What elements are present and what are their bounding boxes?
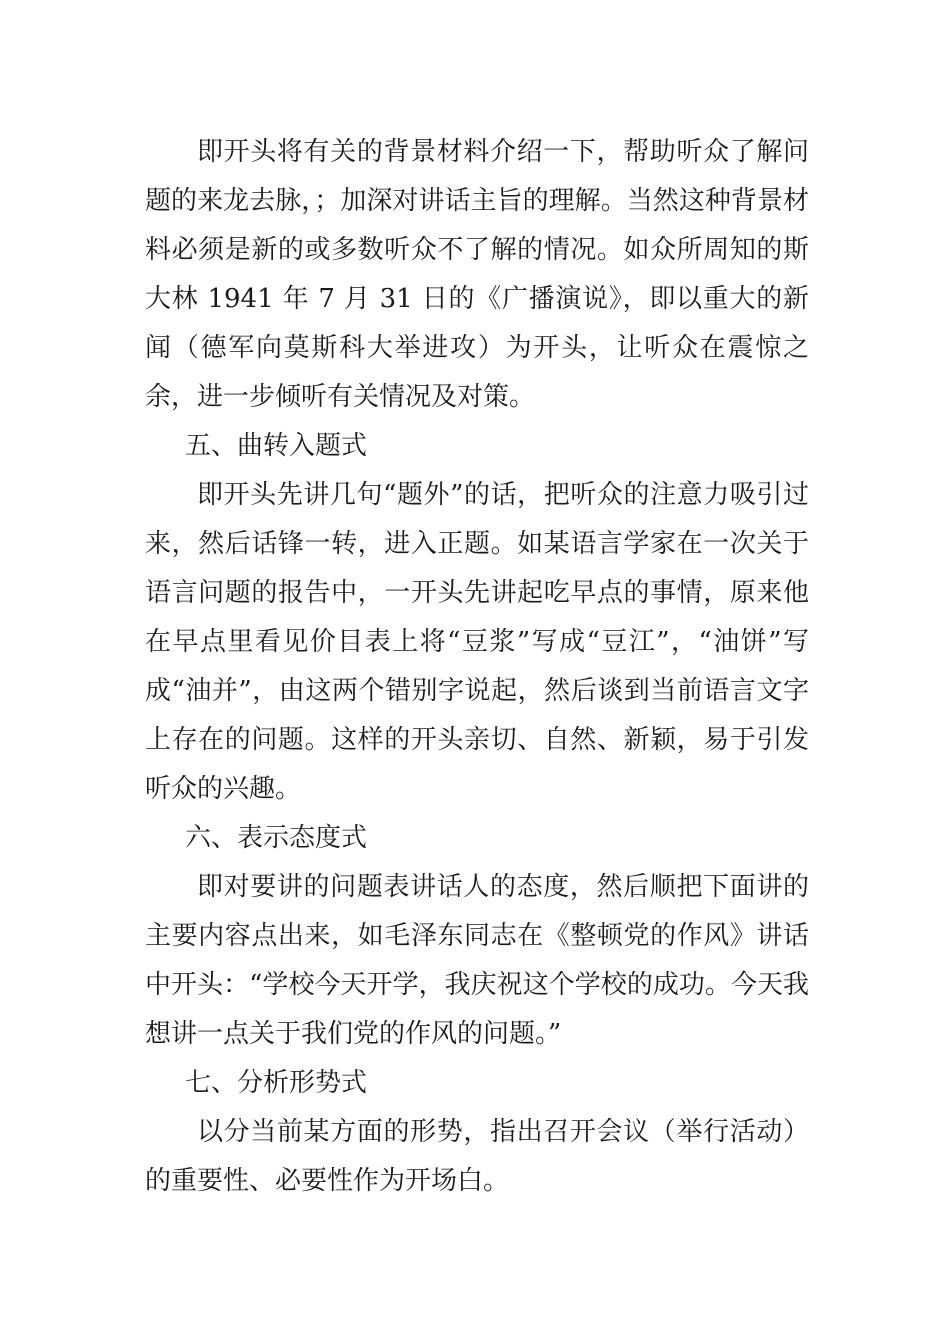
section-heading-5: 五、曲转入题式 xyxy=(185,431,368,461)
paragraph-situation-intro: 以分当前某方面的形势，指出召开会议（举行活动）的重要性、必要性作为开场白。 xyxy=(145,1117,809,1196)
paragraph-digression-intro: 即开头先讲几句“题外”的话，把听众的注意力吸引过来，然后话锋一转，进入正题。如某语言学家在一次关于语言问题的报告中，一开头先讲起吃早点的事情，原来他在早点里看见价目表上将“豆浆”写成“豆江”，“油饼”写成“油并”，由这两个错别字说起，然后谈到当前语言文字上存在的问题。这样的开头亲切、自然、新颖，易于引发听众的兴趣。 xyxy=(145,480,809,804)
paragraph-background-intro: 即开头将有关的背景材料介绍一下，帮助听众了解问题的来龙去脉，；加深对讲话主旨的理解。当然这种背景材料必须是新的或多数听众不了解的情况。如众所周知的斯大林 1941 年 7 月 31 日的《广播演说》，即以重大的新闻（德军向莫斯科大举进攻）为开头，让听众在震惊之余，进一步倾听有关情况及对策。 xyxy=(145,137,809,412)
paragraph-attitude-intro: 即对要讲的问题表讲话人的态度，然后顺把下面讲的主要内容点出来，如毛泽东同志在《整顿党的作风》讲话中开头：“学校今天开学，我庆祝这个学校的成功。今天我想讲一点关于我们党的作风的问题。” xyxy=(145,872,809,1049)
section-heading-6: 六、表示态度式 xyxy=(185,823,368,853)
document-body xyxy=(145,128,809,1206)
section-heading-7: 七、分析形势式 xyxy=(185,1068,368,1098)
